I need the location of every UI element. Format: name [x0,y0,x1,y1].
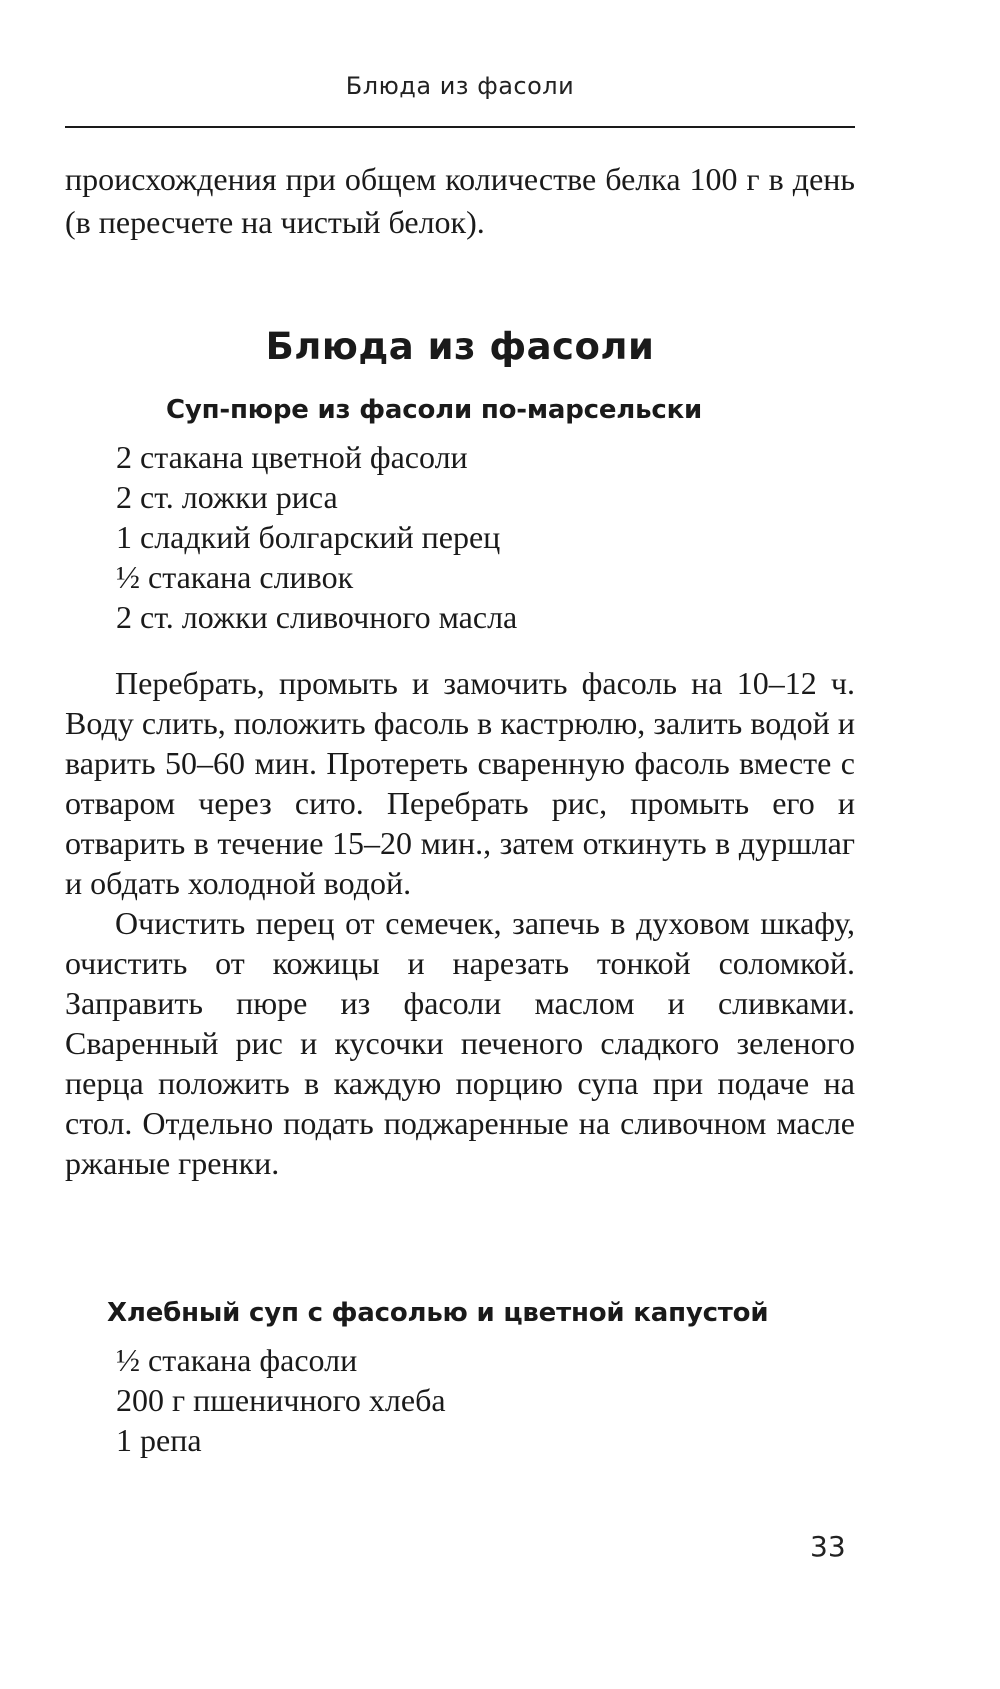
method-paragraph: Очистить перец от семечек, запечь в духовом шкафу, очистить от кожицы и нарезать тонкой соломкой. Заправить пюре из фасоли маслом и сливками. Сваренный рис и кусочки печеного сладкого зеленого перца положить в каждую порцию супа при подаче на стол. Отдельно подать поджаренные на сливочном масле ржаные гренки. [65,905,855,1181]
ingredient-item: ½ стакана фасоли [116,1342,358,1378]
ingredient-item: 1 репа [116,1422,202,1458]
section-title: Блюда из фасоли [265,325,655,368]
ingredient-item: 2 стакана цветной фасоли [116,439,468,475]
recipe-1-ingredients [116,437,517,637]
ingredient-item: 2 ст. ложки сливочного масла [116,599,518,635]
ingredient-item: 2 ст. ложки риса [116,479,338,515]
recipe-1-method [65,663,855,1183]
header-rule [65,126,855,128]
intro-paragraph [65,158,855,244]
recipe-2-title: Хлебный суп с фасолью и цветной капустой [107,1298,769,1328]
ingredient-item: 1 сладкий болгарский перец [116,519,501,555]
page-number: 33 [810,1530,846,1563]
intro-text: происхождения при общем количестве белка 100 г в день (в пересчете на чистый белок). [65,161,855,240]
recipe-1-title: Суп-пюре из фасоли по-марсельски [166,395,703,425]
running-header: Блюда из фасоли [345,72,575,100]
ingredient-item: ½ стакана сливок [116,559,354,595]
method-paragraph: Перебрать, промыть и замочить фасоль на 10–12 ч. Воду слить, положить фасоль в кастрюлю, залить водой и варить 50–60 мин. Протереть сваренную фасоль вместе с отваром через сито. Перебрать рис, промыть его и отварить в течение 15–20 мин., затем откинуть в дуршлаг и обдать холодной водой. [65,665,855,901]
ingredient-item: 200 г пшеничного хлеба [116,1382,446,1418]
recipe-2-ingredients [116,1340,446,1460]
